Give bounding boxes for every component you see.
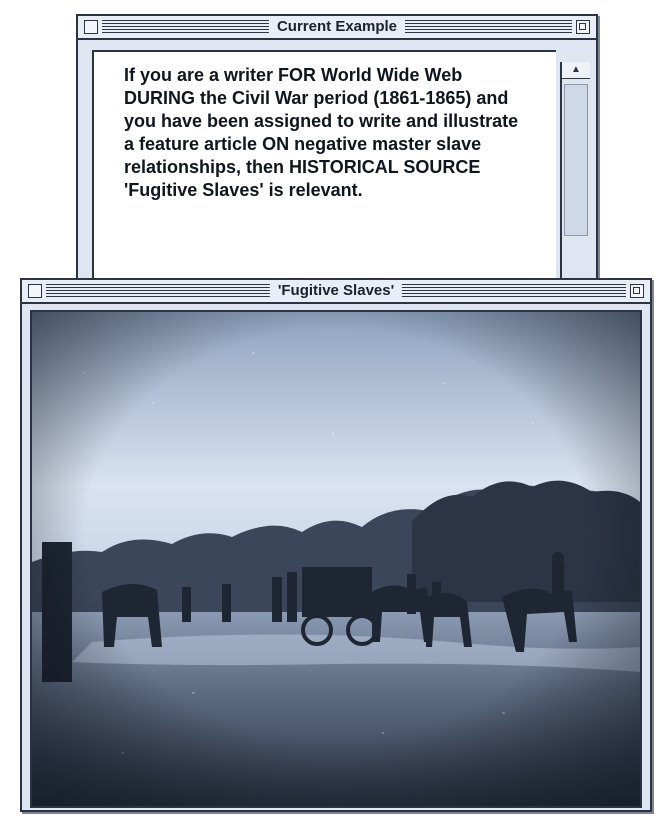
current-example-title: Current Example [269, 17, 405, 37]
fugitive-slaves-window [20, 278, 652, 812]
fugitive-slaves-titlebar[interactable] [22, 280, 650, 304]
fugitive-slaves-title: 'Fugitive Slaves' [270, 281, 402, 301]
scroll-up-arrow-icon[interactable]: ▲ [562, 62, 590, 79]
current-example-window [76, 14, 598, 290]
fugitive-slaves-photograph [30, 310, 642, 808]
example-paragraph: If you are a writer FOR World Wide Web DURING the Civil War period (1861-1865) and you have been assigned to write and illustrate a feature article ON negative master slave relationships, then HISTORICAL SOURCE 'Fugitive Slaves' is relevant. [124, 65, 519, 200]
zoom-box-icon[interactable] [630, 284, 644, 298]
current-example-content [92, 50, 556, 288]
current-example-scrollbar[interactable] [560, 62, 590, 288]
historical-photo-image [32, 312, 640, 806]
close-box-icon[interactable] [84, 20, 98, 34]
close-box-icon[interactable] [28, 284, 42, 298]
zoom-box-icon[interactable] [576, 20, 590, 34]
current-example-titlebar[interactable] [78, 16, 596, 40]
scroll-thumb[interactable] [564, 84, 588, 236]
